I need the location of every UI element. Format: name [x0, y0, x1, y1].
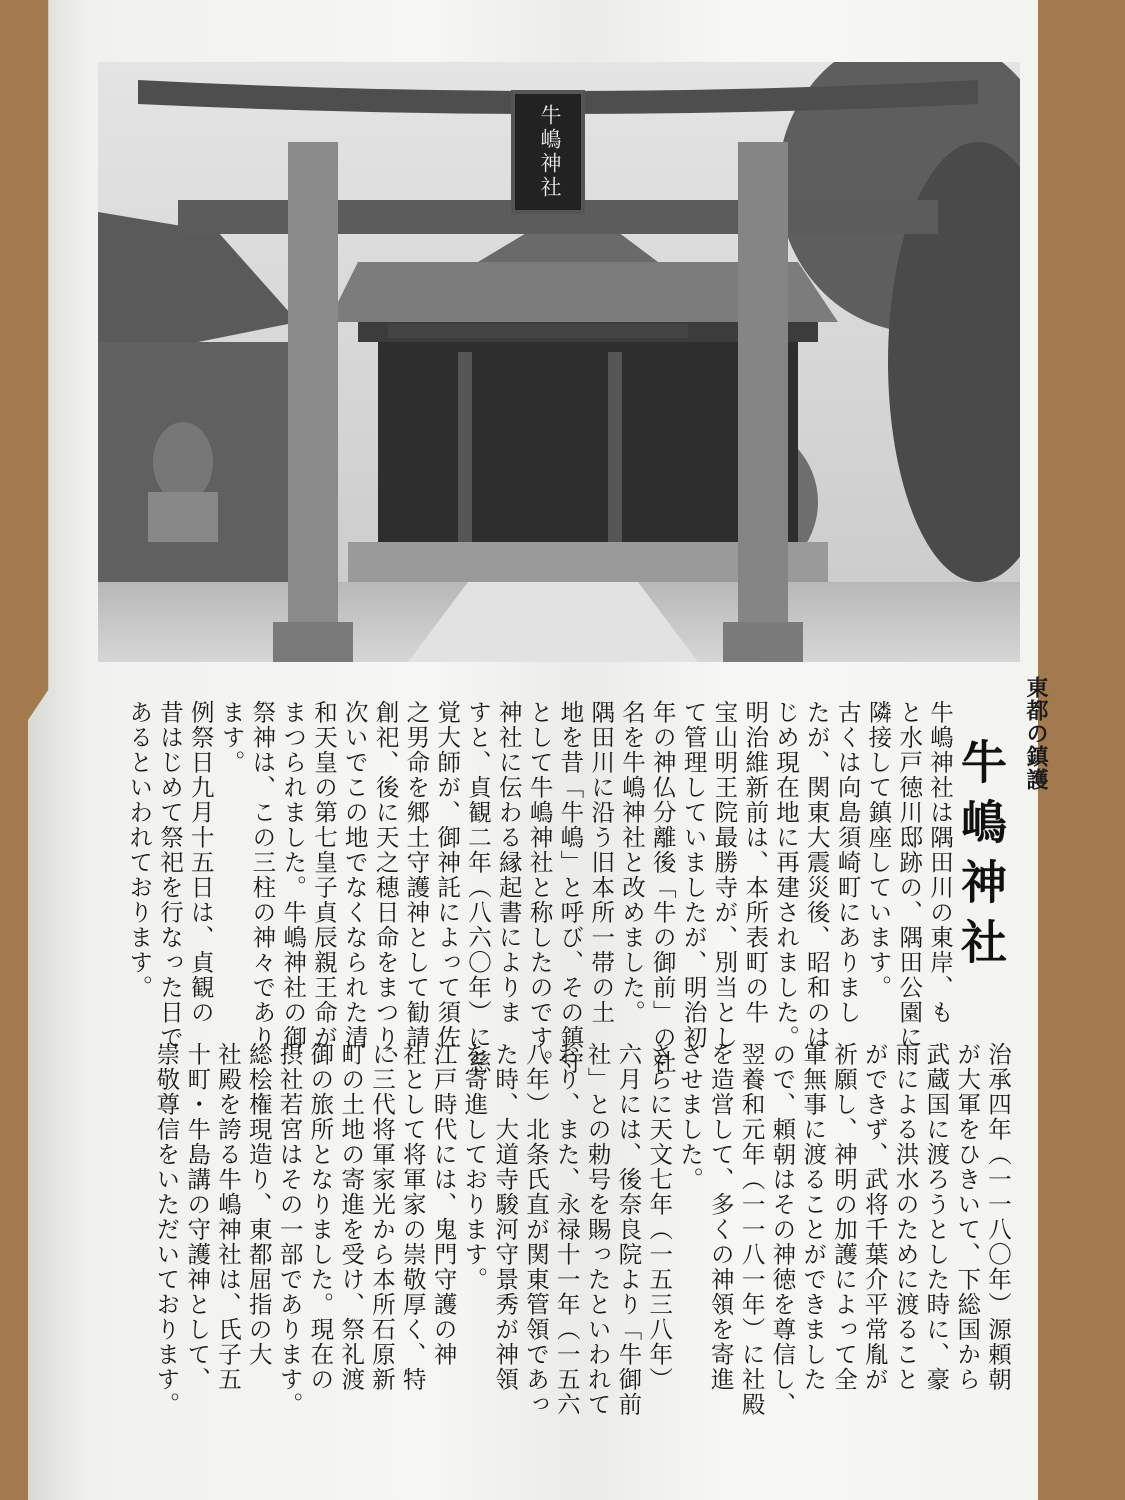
upper_columns-line: 名を牛嶋神社と改めました。	[618, 700, 646, 1025]
lower_columns-line: を寄進しております。	[460, 1042, 489, 1292]
upper_columns-line: まつられました。牛嶋神社の御	[279, 700, 308, 1050]
lower_columns-line: 十町・牛島講の守護神として、	[183, 1042, 212, 1392]
upper_columns-line: 宝山明王院最勝寺が、別当とし	[710, 700, 739, 1050]
lower_columns-line: 祈願し、神明の加護によって全	[830, 1042, 858, 1392]
lower_columns-line: を造営して、多くの神領を寄進	[706, 1042, 735, 1392]
lower_columns-line: 総桧権現造り、東都屈指の大	[244, 1042, 273, 1367]
lower_columns-line: おり、また、永禄十一年（一五六	[552, 1042, 581, 1417]
lower_columns-line: 社殿を誇る牛嶋神社は、氏子五	[214, 1042, 242, 1392]
lower_columns-line: に三代将軍家光から本所石原新	[368, 1042, 396, 1392]
lower_columns-line: 摂社若宮はその一部であります。	[275, 1042, 304, 1417]
lower_columns-line: させました。	[676, 1042, 704, 1192]
lower_columns-line: 六月には、後奈良院より「牛御前	[614, 1042, 643, 1417]
lower_columns-line: 社として将軍家の崇敬厚く、特	[398, 1042, 427, 1392]
page-subtitle: 東都の鎮護	[1023, 676, 1048, 791]
lower_columns-line: 治承四年（一一八〇年）源頼朝	[984, 1042, 1012, 1392]
lower_columns-line: ができず、武将千葉介平常胤が	[860, 1042, 889, 1392]
upper_columns-line: ます。	[217, 700, 246, 775]
lower_columns-line: 雨による洪水のために渡ること	[891, 1042, 920, 1392]
upper_columns-line: 古くは向島須崎町にありまし	[833, 700, 862, 1025]
upper_columns-line: 年の神仏分離後「牛の御前」の社	[648, 700, 677, 1075]
lower_columns-line: 崇敬尊信をいただいております。	[152, 1042, 181, 1417]
upper_columns-line: 牛嶋神社は隅田川の東岸、も	[926, 700, 954, 1025]
lower_columns-line: 翌養和元年（一一八一年）に社殿	[737, 1042, 766, 1417]
upper_columns-line: 覚大師が、御神託によって須佐	[433, 700, 462, 1050]
upper_columns-line: 例祭日九月十五日は、貞観の	[186, 700, 215, 1025]
upper_columns-line: 隣接して鎮座しています。	[864, 700, 893, 1000]
upper_columns-line: 明治維新前は、本所表町の牛	[741, 700, 770, 1025]
upper_columns-line: すと、貞観二年（八六〇年）に慈	[464, 700, 492, 1075]
upper_columns-line: て管理していましたが、明治初	[679, 700, 708, 1050]
upper_columns-line: 次いでこの地でなくなられた清	[340, 700, 369, 1050]
lower_columns-line: 軍無事に渡ることができました	[799, 1042, 828, 1392]
lower_columns-line: 御の旅所となりました。現在の	[306, 1042, 335, 1392]
lower_columns-line: た時、大道寺駿河守景秀が神領	[491, 1042, 520, 1392]
upper_columns-line: たが、関東大震災後、昭和のは	[802, 700, 831, 1050]
torii-plaque-text: 牛嶋神社	[538, 104, 562, 200]
lower_columns-line: 町の土地の寄進を受け、祭礼渡	[337, 1042, 366, 1392]
upper_columns-line: 神社に伝わる縁起書によりま	[494, 700, 523, 1025]
upper_columns-line: 隅田川に沿う旧本所一帯の土	[587, 700, 616, 1025]
upper_columns-line: 地を昔「牛嶋」と呼び、その鎮守	[556, 700, 585, 1075]
upper_columns-line: 之男命を郷土守護神として勧請	[402, 700, 431, 1050]
lower_columns-line: さらに天文七年（一五三八年）	[645, 1042, 674, 1392]
upper_columns-line: 創祀、後に天之穂日命をまつり、	[371, 700, 400, 1075]
lower_columns-line: 社」との勅号を賜ったといわれて	[583, 1042, 612, 1417]
lower_columns-line: 八年）北条氏直が関東管領であっ	[522, 1042, 550, 1417]
lower_columns-line: 武蔵国に渡ろうとした時に、豪	[922, 1042, 951, 1392]
lower_columns-line: が大軍をひきいて、下総国から	[953, 1042, 982, 1392]
upper_columns-line: 昔はじめて祭祀を行なった日で	[156, 700, 184, 1050]
upper_columns-line: として牛嶋神社と称したのです。	[525, 700, 554, 1075]
lower_columns-line: ので、頼朝はその神徳を尊信し、	[768, 1042, 797, 1417]
page-title: 牛嶋神社	[954, 738, 1008, 978]
upper_columns-line: と水戸徳川邸跡の、隅田公園に	[895, 700, 924, 1050]
upper_columns-line: じめ現在地に再建されました。	[772, 700, 800, 1050]
upper_columns-line: 祭神は、この三柱の神々であり	[248, 700, 277, 1050]
upper_columns-line: あるといわれております。	[125, 700, 154, 1000]
shrine-photo	[98, 62, 1020, 662]
upper_columns-line: 和天皇の第七皇子貞辰親王命が	[310, 700, 338, 1050]
lower_columns-line: 江戸時代には、鬼門守護の神	[429, 1042, 458, 1367]
